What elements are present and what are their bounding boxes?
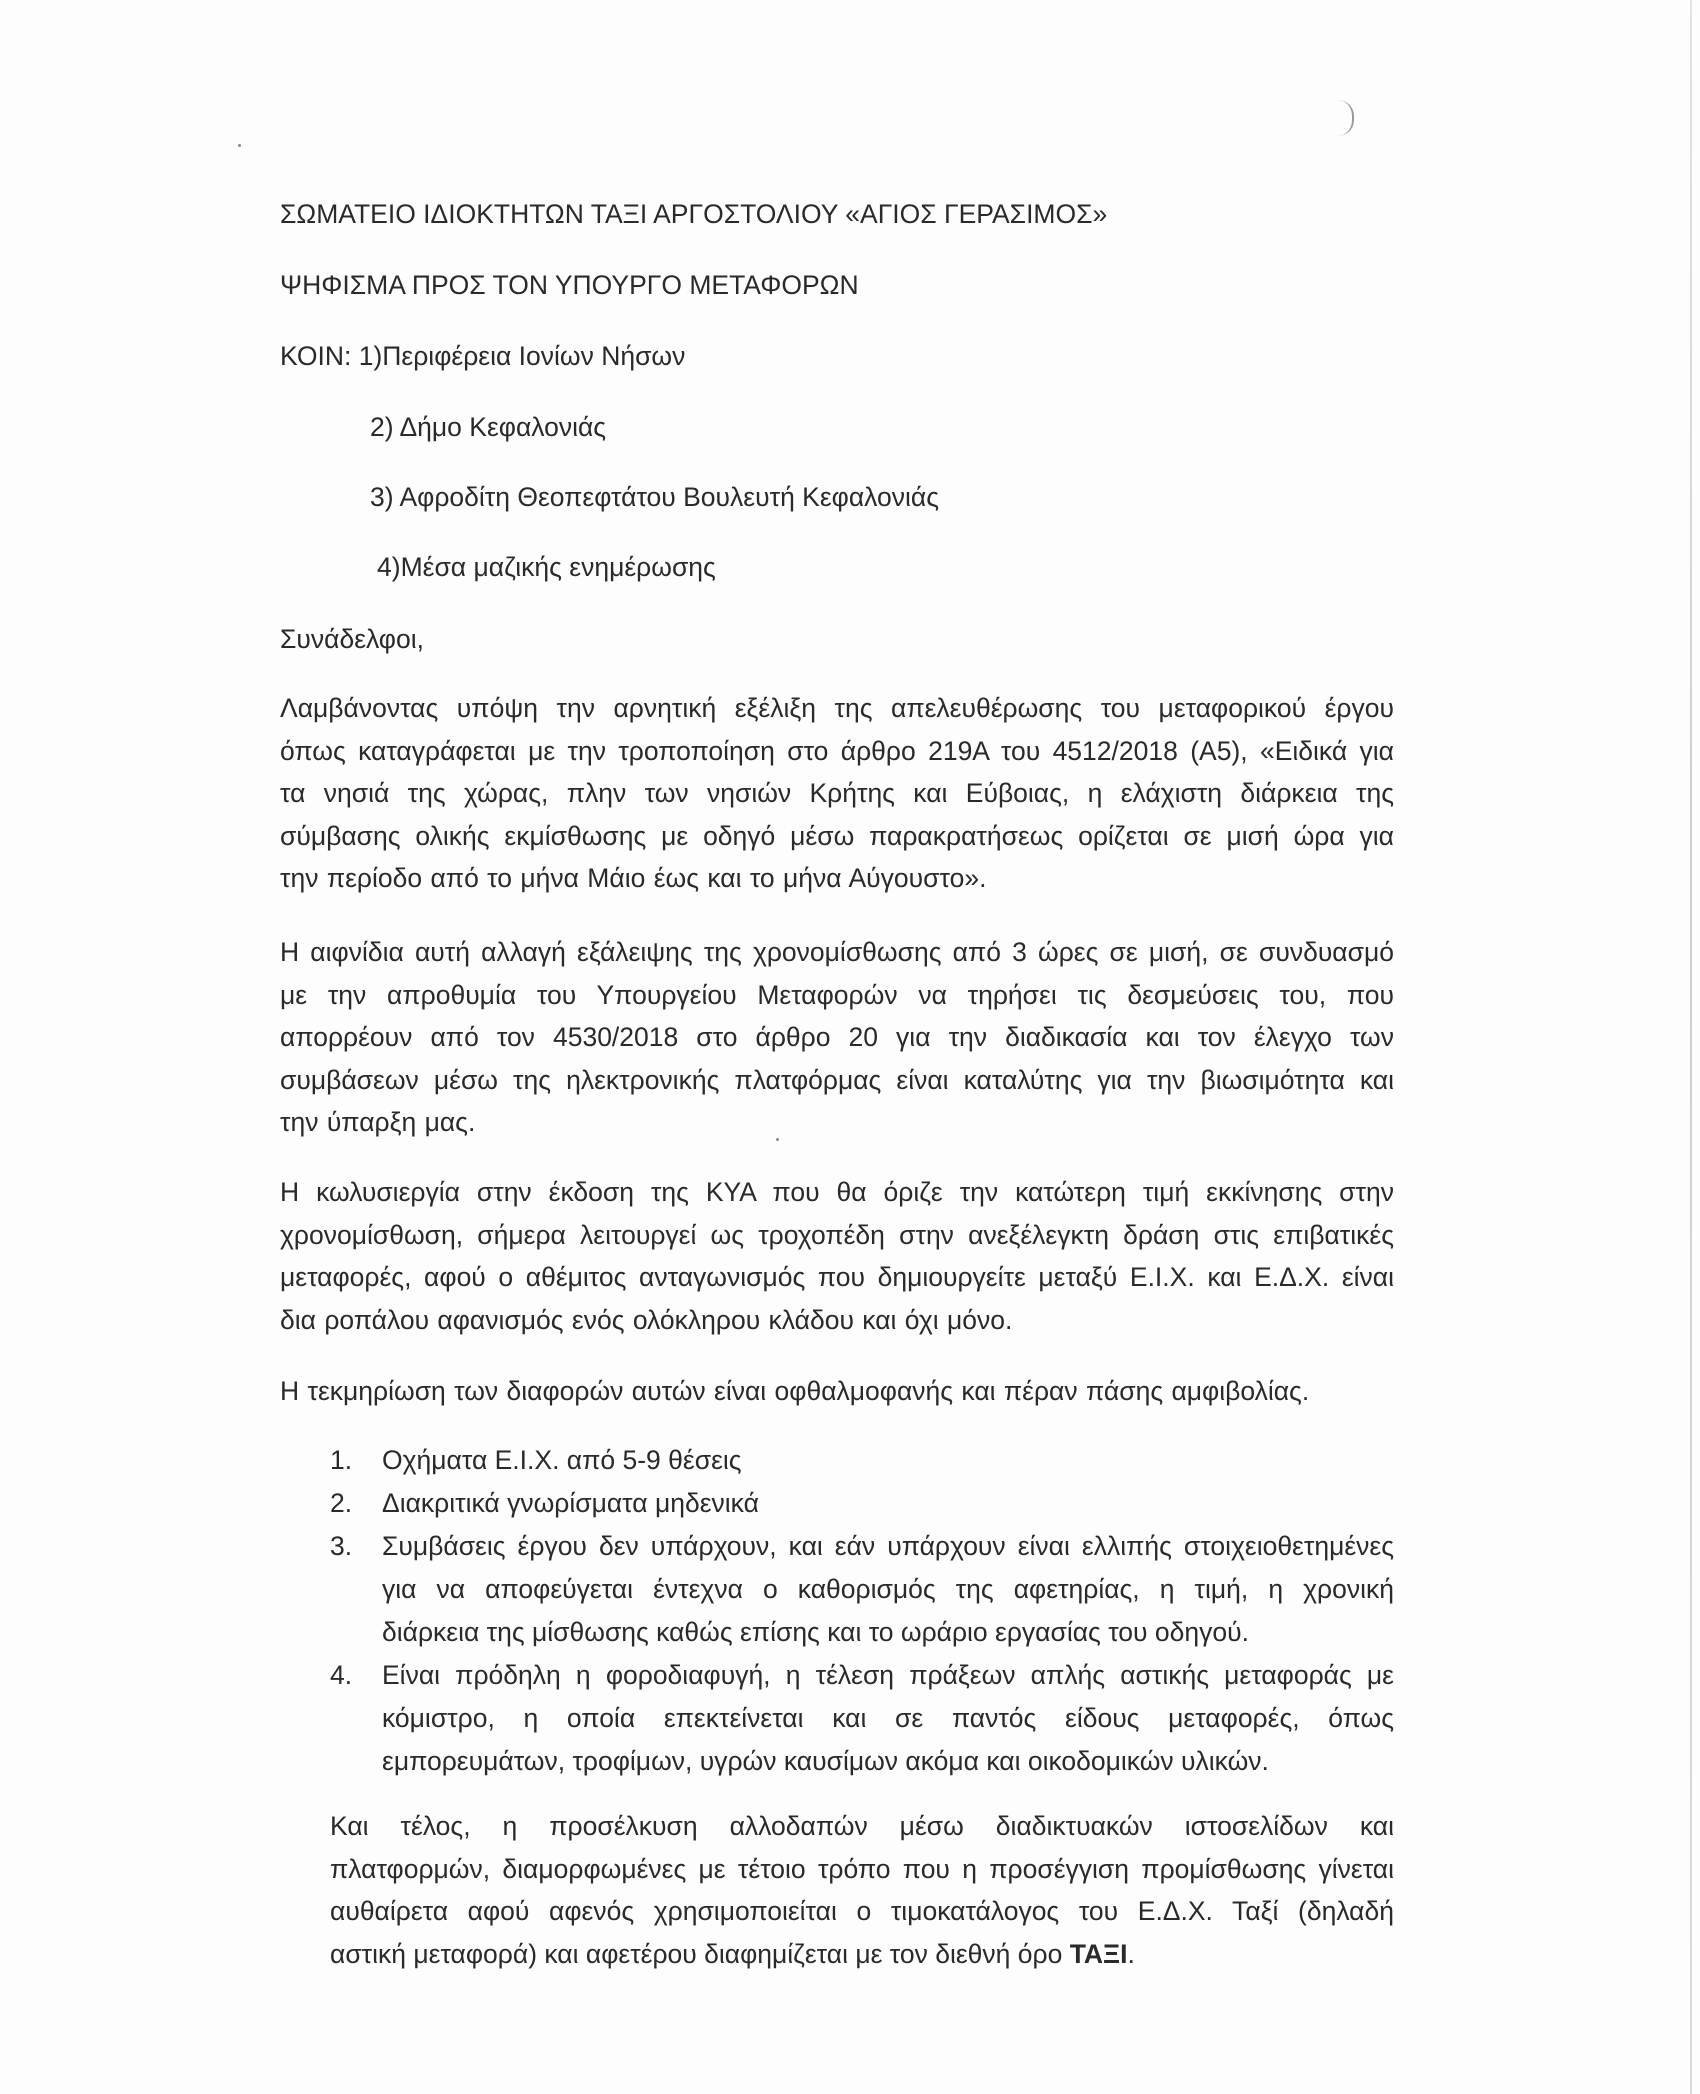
scan-mark — [1338, 100, 1354, 136]
paragraph-line: την ύπαρξη μας. — [280, 1107, 476, 1138]
paragraph-line: πλατφορμών, διαμορφωμένες με τέτοιο τρόπο που η προσέγγιση προμίσθωσης γίνεται — [330, 1853, 1394, 1884]
recipient-item: 2) Δήμο Κεφαλονιάς — [370, 412, 607, 442]
list-item — [330, 1654, 1394, 1783]
list-line: Διακριτικά γνωρίσματα μηδενικά — [382, 1488, 759, 1518]
closing-text: αστική μεταφορά) και αφετέρου διαφημίζεται με τον διεθνή όρο — [330, 1938, 1070, 1969]
list-number: 1. — [330, 1445, 353, 1475]
paragraph-line: συμβάσεων μέσω της ηλεκτρονικής πλατφόρμας είναι καταλύτης για την βιωσιμότητα και — [280, 1064, 1394, 1095]
paragraph-line: τα νησιά της χώρας, πλην των νησιών Κρήτης και Εύβοιας, η ελάχιστη διάρκεια της — [280, 778, 1394, 809]
paragraph-line: μεταφορές, αφού ο αθέμιτος ανταγωνισμός που δημιουργείτε μεταξύ Ε.Ι.Χ. και Ε.Δ.Χ. είναι — [280, 1262, 1394, 1293]
paragraph-line: Η τεκμηρίωση των διαφορών αυτών είναι οφθαλμοφανής και πέραν πάσης αμφιβολίας. — [280, 1376, 1310, 1406]
list-item — [330, 1482, 1394, 1525]
list-item — [330, 1525, 1394, 1654]
taxi-term: ΤΑΞΙ — [1069, 1938, 1128, 1969]
paragraph-line: την περίοδο από το μήνα Μάιο έως και το μήνα Αύγουστο». — [280, 863, 987, 894]
paragraph-line: απορρέουν από τον 4530/2018 στο άρθρο 20 για την διαδικασία και τον έλεγχο των — [280, 1022, 1394, 1053]
list-item — [330, 1439, 1394, 1482]
paragraph-line: με την απροθυμία του Υπουργείου Μεταφορών να τηρήσει τις δεσμεύσεις του, που — [280, 979, 1394, 1010]
closing-paragraph — [330, 1805, 1394, 1975]
list-line: εμπορευμάτων, τροφίμων, υγρών καυσίμων ακόμα και οικοδομικών υλικών. — [382, 1746, 1269, 1776]
paragraph-line: όπως καταγράφεται με την τροποποίηση στο άρθρο 219Α του 4512/2018 (Α5), «Ειδικά για — [280, 735, 1394, 766]
list-line: Οχήματα Ε.Ι.Χ. από 5-9 θέσεις — [382, 1445, 742, 1475]
paragraph-line: δια ροπάλου αφανισμός ενός ολόκληρου κλάδου και όχι μόνο. — [280, 1304, 1013, 1335]
list-line: για να αποφεύγεται έντεχνα ο καθορισμός της αφετηρίας, η τιμή, η χρονική — [382, 1574, 1394, 1604]
paragraph-line — [330, 1933, 1394, 1976]
paragraph — [280, 931, 1394, 1144]
closing-period: . — [1127, 1938, 1135, 1969]
document-title: ΣΩΜΑΤΕΙΟ ΙΔΙΟΚΤΗΤΩΝ ΤΑΞΙ ΑΡΓΟΣΤΟΛΙΟΥ «ΑΓΙΟΣ ΓΕΡΑΣΙΜΟΣ» — [280, 199, 1108, 229]
recipient-item: 4)Μέσα μαζικής ενημέρωσης — [377, 552, 716, 582]
list-line: διάρκεια της μίσθωσης καθώς επίσης και το ωράριο εργασίας του οδηγού. — [382, 1617, 1249, 1647]
scan-speck — [238, 144, 241, 147]
list-number: 2. — [330, 1488, 353, 1518]
paragraph-line: Η κωλυσιεργία στην έκδοση της ΚΥΑ που θα όριζε την κατώτερη τιμή εκκίνησης στην — [280, 1177, 1394, 1207]
paragraph-line: Λαμβάνοντας υπόψη την αρνητική εξέλιξη της απελευθέρωσης του μεταφορικού έργου — [280, 693, 1394, 723]
paragraph-line: Και τέλος, η προσέλκυση αλλοδαπών μέσω διαδικτυακών ιστοσελίδων και — [330, 1811, 1394, 1841]
paragraph — [280, 687, 1394, 900]
paragraph-line: χρονομίσθωση, σήμερα λειτουργεί ως τροχοπέδη στην ανεξέλεγκτη δράση στις επιβατικές — [280, 1219, 1394, 1250]
paragraph-line: σύμβασης ολικής εκμίσθωσης με οδηγό μέσω παρακρατήσεως ορίζεται σε μισή ώρα για — [280, 820, 1394, 851]
paragraph-line: αυθαίρετα αφού αφενός χρησιμοποιείται ο τιμοκατάλογος του Ε.Δ.Χ. Ταξί (δηλαδή — [330, 1896, 1394, 1927]
recipients-prefix: ΚΟΙΝ: — [280, 341, 352, 371]
scan-edge — [1690, 0, 1692, 2094]
paragraph — [280, 1171, 1394, 1341]
paragraph — [280, 1370, 1394, 1413]
list-number: 3. — [330, 1531, 353, 1561]
salutation: Συνάδελφοι, — [280, 624, 424, 654]
paragraph-line: Η αιφνίδια αυτή αλλαγή εξάλειψης της χρονομίσθωσης από 3 ώρες σε μισή, σε συνδυασμό — [280, 937, 1394, 967]
numbered-list — [330, 1439, 1394, 1783]
list-number: 4. — [330, 1660, 353, 1690]
recipient-item: 1)Περιφέρεια Ιονίων Νήσων — [358, 341, 686, 371]
document-subtitle: ΨΗΦΙΣΜΑ ΠΡΟΣ ΤΟΝ ΥΠΟΥΡΓΟ ΜΕΤΑΦΟΡΩΝ — [280, 270, 859, 300]
list-line: Είναι πρόδηλη η φοροδιαφυγή, η τέλεση πράξεων απλής αστικής μεταφοράς με — [382, 1660, 1394, 1690]
recipients-line-1 — [280, 335, 685, 377]
list-line: κόμιστρο, η οποία επεκτείνεται και σε παντός είδους μεταφορές, όπως — [382, 1703, 1394, 1733]
recipient-item: 3) Αφροδίτη Θεοπεφτάτου Βουλευτή Κεφαλονιάς — [370, 482, 939, 512]
list-line: Συμβάσεις έργου δεν υπάρχουν, και εάν υπάρχουν είναι ελλιπής στοιχειοθετημένες — [382, 1531, 1394, 1561]
